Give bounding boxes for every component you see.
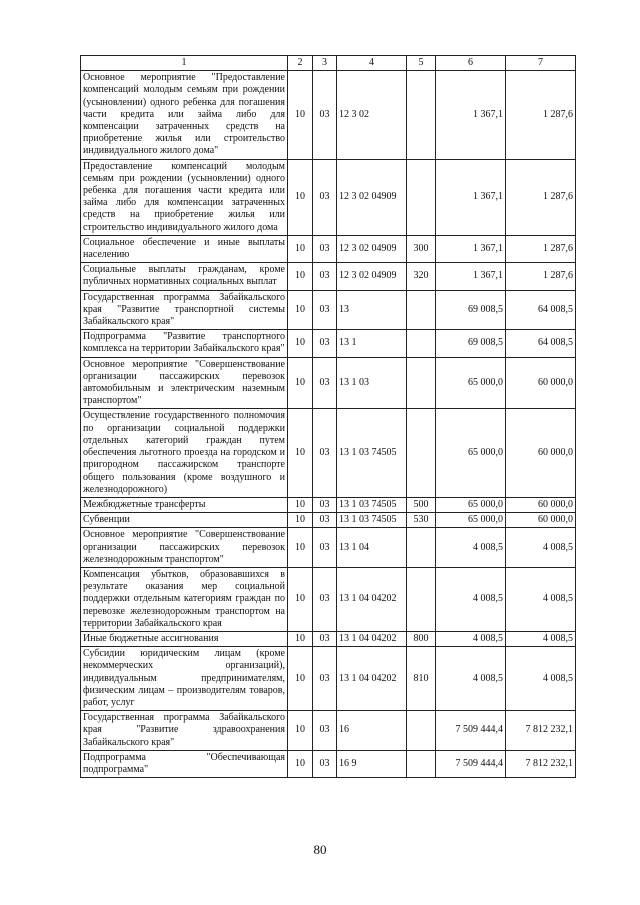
- row-section-code: 10: [288, 235, 313, 262]
- row-section-code: 10: [288, 357, 313, 409]
- row-section-code: 10: [288, 290, 313, 330]
- row-amount-year1: 7 509 444,4: [436, 711, 506, 751]
- row-target-article: 16 9: [337, 750, 407, 777]
- row-expense-type: [407, 409, 436, 497]
- table-row: [81, 71, 576, 159]
- row-section-code: 10: [288, 330, 313, 357]
- row-amount-year2: 4 008,5: [506, 528, 576, 568]
- row-amount-year2: 4 008,5: [506, 567, 576, 631]
- row-amount-year1: 7 509 444,4: [436, 750, 506, 777]
- row-amount-year1: 1 367,1: [436, 71, 506, 159]
- row-amount-year1: 65 000,0: [436, 497, 506, 512]
- row-name: Иные бюджетные ассигнования: [81, 631, 288, 646]
- row-section-code: 10: [288, 159, 313, 235]
- row-expense-type: 300: [407, 235, 436, 262]
- row-subsection-code: 03: [313, 750, 337, 777]
- row-amount-year1: 1 367,1: [436, 263, 506, 290]
- row-target-article: 13 1 03 74505: [337, 497, 407, 512]
- row-amount-year2: 7 812 232,1: [506, 711, 576, 751]
- table-row: [81, 631, 576, 646]
- table-row: [81, 409, 576, 497]
- row-subsection-code: 03: [313, 330, 337, 357]
- row-name: Основное мероприятие "Предоставление компенсаций молодым семьям при рождении (усыновлении) одного ребенка для погашения части кредита или займа либо для компенсации затраченных средств на приобретение жилья или строительство индивидуального жилого дома": [81, 71, 288, 159]
- table-row: [81, 750, 576, 777]
- row-amount-year2: 60 000,0: [506, 409, 576, 497]
- row-expense-type: 500: [407, 497, 436, 512]
- row-target-article: 12 3 02 04909: [337, 159, 407, 235]
- table-row: [81, 159, 576, 235]
- row-amount-year2: 4 008,5: [506, 631, 576, 646]
- row-expense-type: [407, 357, 436, 409]
- row-name: Компенсация убытков, образовавшихся в результате оказания мер социальной поддержки отдельным категориям граждан по перевозке железнодорожным транспортом на территории Забайкальского края: [81, 567, 288, 631]
- row-target-article: 13 1 04 04202: [337, 647, 407, 711]
- row-amount-year1: 69 008,5: [436, 290, 506, 330]
- table-row: [81, 497, 576, 512]
- row-subsection-code: 03: [313, 631, 337, 646]
- row-name: Субвенции: [81, 513, 288, 528]
- row-amount-year2: 60 000,0: [506, 513, 576, 528]
- row-subsection-code: 03: [313, 528, 337, 568]
- table-row: [81, 263, 576, 290]
- row-name: Основное мероприятие "Совершенствование организации пассажирских перевозок железнодорожным транспортом": [81, 528, 288, 568]
- row-subsection-code: 03: [313, 357, 337, 409]
- row-name: Подпрограмма "Обеспечивающая подпрограмма": [81, 750, 288, 777]
- row-section-code: 10: [288, 71, 313, 159]
- row-amount-year2: 7 812 232,1: [506, 750, 576, 777]
- row-amount-year1: 4 008,5: [436, 631, 506, 646]
- row-amount-year1: 4 008,5: [436, 528, 506, 568]
- table-row: [81, 513, 576, 528]
- row-section-code: 10: [288, 711, 313, 751]
- header-col-6: 6: [436, 56, 506, 71]
- row-expense-type: [407, 567, 436, 631]
- row-subsection-code: 03: [313, 567, 337, 631]
- row-name: Основное мероприятие "Совершенствование организации пассажирских перевозок автомобильным и электрическим наземным транспортом": [81, 357, 288, 409]
- table-row: [81, 528, 576, 568]
- row-section-code: 10: [288, 528, 313, 568]
- row-section-code: 10: [288, 513, 313, 528]
- row-section-code: 10: [288, 497, 313, 512]
- row-expense-type: 530: [407, 513, 436, 528]
- row-section-code: 10: [288, 750, 313, 777]
- row-expense-type: [407, 159, 436, 235]
- table-row: [81, 290, 576, 330]
- row-target-article: 12 3 02 04909: [337, 263, 407, 290]
- row-subsection-code: 03: [313, 71, 337, 159]
- row-name: Социальное обеспечение и иные выплаты населению: [81, 235, 288, 262]
- row-amount-year2: 60 000,0: [506, 497, 576, 512]
- row-target-article: 12 3 02: [337, 71, 407, 159]
- row-subsection-code: 03: [313, 647, 337, 711]
- row-amount-year1: 65 000,0: [436, 513, 506, 528]
- row-amount-year2: 1 287,6: [506, 235, 576, 262]
- row-expense-type: 810: [407, 647, 436, 711]
- row-section-code: 10: [288, 567, 313, 631]
- table-row: [81, 711, 576, 751]
- row-target-article: 13 1 03 74505: [337, 513, 407, 528]
- row-section-code: 10: [288, 647, 313, 711]
- header-col-7: 7: [506, 56, 576, 71]
- row-amount-year1: 4 008,5: [436, 567, 506, 631]
- row-amount-year1: 65 000,0: [436, 357, 506, 409]
- row-expense-type: [407, 711, 436, 751]
- row-section-code: 10: [288, 263, 313, 290]
- row-target-article: 13: [337, 290, 407, 330]
- table-header-row: [81, 56, 576, 71]
- row-target-article: 16: [337, 711, 407, 751]
- row-subsection-code: 03: [313, 290, 337, 330]
- row-name: Социальные выплаты гражданам, кроме публичных нормативных социальных выплат: [81, 263, 288, 290]
- row-subsection-code: 03: [313, 409, 337, 497]
- row-name: Предоставление компенсаций молодым семьям при рождении (усыновлении) одного ребенка для погашения части кредита или займа либо для компенсации затраченных средств на приобретение жилья или строительство индивидуального жилого дома: [81, 159, 288, 235]
- row-amount-year1: 1 367,1: [436, 235, 506, 262]
- row-expense-type: [407, 528, 436, 568]
- table-row: [81, 330, 576, 357]
- row-subsection-code: 03: [313, 235, 337, 262]
- row-amount-year1: 4 008,5: [436, 647, 506, 711]
- row-target-article: 13 1 04: [337, 528, 407, 568]
- header-col-3: 3: [313, 56, 337, 71]
- row-amount-year2: 60 000,0: [506, 357, 576, 409]
- row-target-article: 12 3 02 04909: [337, 235, 407, 262]
- row-amount-year2: 1 287,6: [506, 159, 576, 235]
- row-target-article: 13 1 04 04202: [337, 631, 407, 646]
- row-amount-year2: 64 008,5: [506, 330, 576, 357]
- header-col-1: 1: [81, 56, 288, 71]
- table-row: [81, 647, 576, 711]
- table-row: [81, 357, 576, 409]
- header-col-4: 4: [337, 56, 407, 71]
- row-expense-type: [407, 290, 436, 330]
- row-amount-year1: 65 000,0: [436, 409, 506, 497]
- row-subsection-code: 03: [313, 513, 337, 528]
- row-name: Субсидии юридическим лицам (кроме некоммерческих организаций), индивидуальным предпринимателям, физическим лицам – производителям товаров, работ, услуг: [81, 647, 288, 711]
- row-amount-year2: 1 287,6: [506, 71, 576, 159]
- row-target-article: 13 1 03: [337, 357, 407, 409]
- row-subsection-code: 03: [313, 159, 337, 235]
- row-target-article: 13 1 03 74505: [337, 409, 407, 497]
- row-subsection-code: 03: [313, 263, 337, 290]
- row-target-article: 13 1 04 04202: [337, 567, 407, 631]
- row-expense-type: 800: [407, 631, 436, 646]
- row-amount-year2: 64 008,5: [506, 290, 576, 330]
- row-expense-type: [407, 330, 436, 357]
- row-expense-type: [407, 71, 436, 159]
- row-amount-year1: 1 367,1: [436, 159, 506, 235]
- row-name: Осуществление государственного полномочия по организации социальной поддержки отдельных категорий граждан путем обеспечения льготного проезда на городском и пригородном пассажирском транспорте общего пользования (кроме воздушного и железнодорожного): [81, 409, 288, 497]
- table-row: [81, 567, 576, 631]
- row-name: Государственная программа Забайкальского края "Развитие здравоохранения Забайкальского края": [81, 711, 288, 751]
- row-target-article: 13 1: [337, 330, 407, 357]
- header-col-5: 5: [407, 56, 436, 71]
- row-name: Межбюджетные трансферты: [81, 497, 288, 512]
- header-col-2: 2: [288, 56, 313, 71]
- row-subsection-code: 03: [313, 711, 337, 751]
- row-amount-year1: 69 008,5: [436, 330, 506, 357]
- row-expense-type: 320: [407, 263, 436, 290]
- budget-table: [80, 55, 576, 778]
- row-name: Государственная программа Забайкальского края "Развитие транспортной системы Забайкальского края": [81, 290, 288, 330]
- row-name: Подпрограмма "Развитие транспортного комплекса на территории Забайкальского края": [81, 330, 288, 357]
- row-amount-year2: 4 008,5: [506, 647, 576, 711]
- row-subsection-code: 03: [313, 497, 337, 512]
- row-expense-type: [407, 750, 436, 777]
- row-amount-year2: 1 287,6: [506, 263, 576, 290]
- row-section-code: 10: [288, 409, 313, 497]
- page-number: 80: [313, 842, 327, 857]
- row-section-code: 10: [288, 631, 313, 646]
- table-row: [81, 235, 576, 262]
